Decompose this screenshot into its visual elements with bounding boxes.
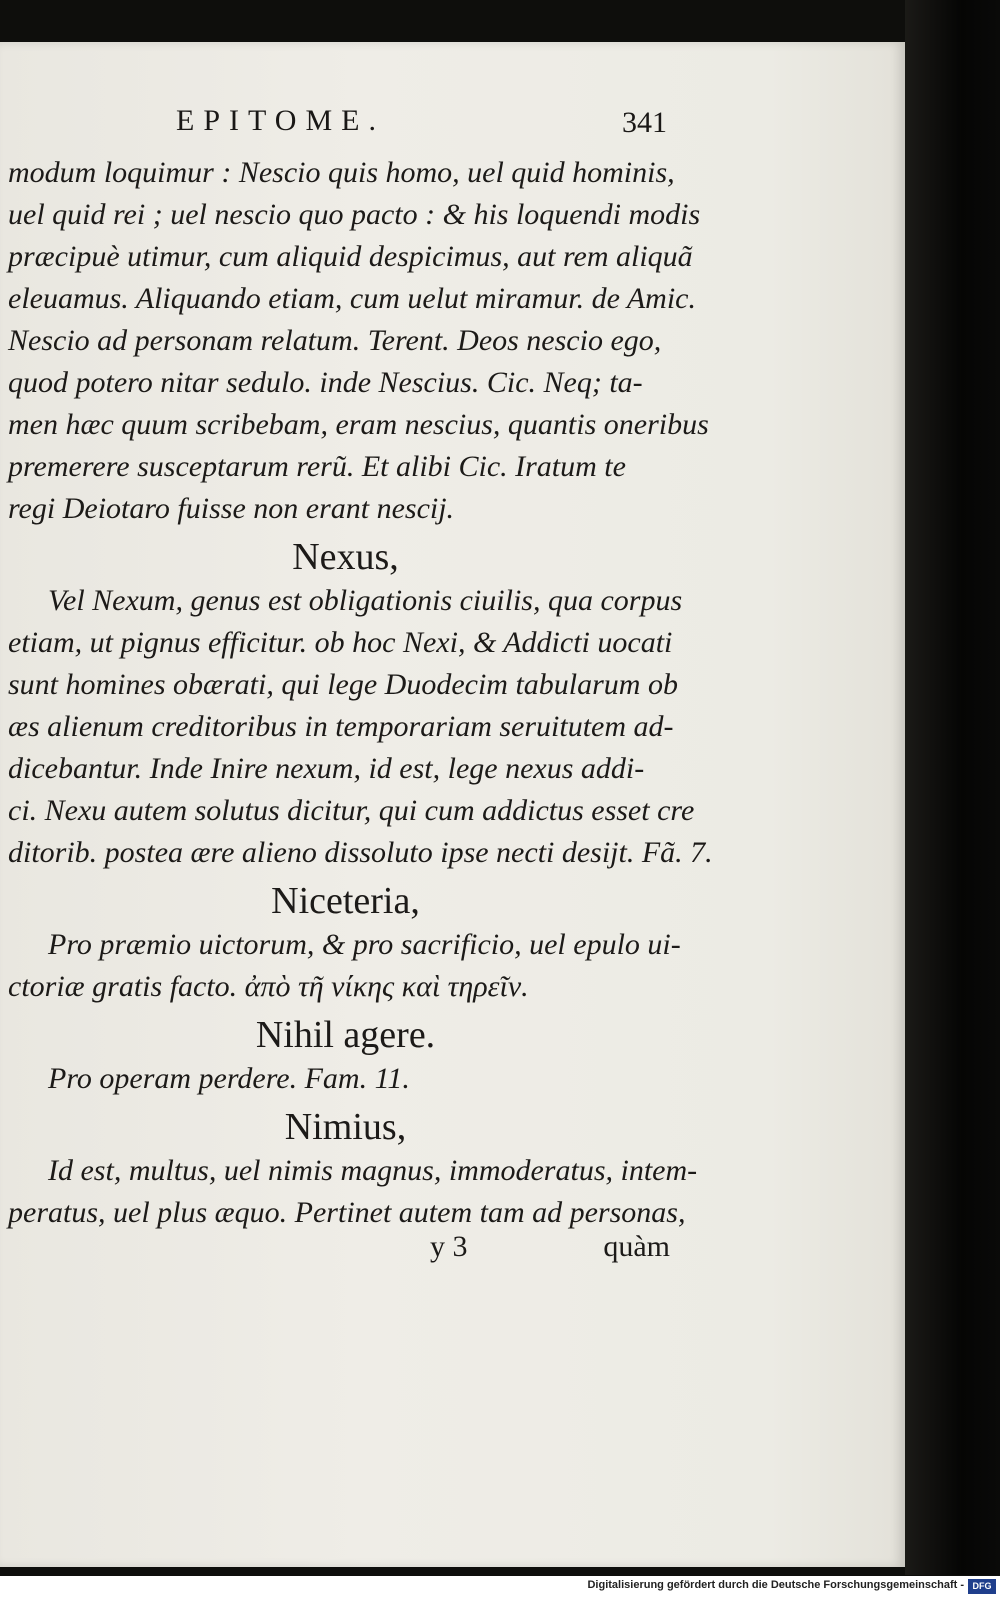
entry-line: ctoriæ gratis facto. ἀπὸ τῆ νίκης καὶ τηρεῖν. <box>8 970 529 1003</box>
entry-line: etiam, ut pignus efficitur. ob hoc Nexi, & Addicti uocati <box>8 626 673 659</box>
text-line: præcipuè utimur, cum aliquid despicimus, aut rem aliquã <box>8 240 693 273</box>
entry-heading-niceteria: Niceteria, <box>271 880 420 922</box>
text-line: Nescio ad personam relatum. Terent. Deos nescio ego, <box>8 324 662 357</box>
footer-bar <box>0 1576 1000 1598</box>
entry-line: æs alienum creditoribus in temporariam seruitutem ad- <box>8 710 674 743</box>
entry-heading-nimius: Nimius, <box>284 1106 407 1148</box>
text-line: quod potero nitar sedulo. inde Nescius. Cic. Neq; ta- <box>8 366 643 399</box>
text-line: modum loquimur : Nescio quis homo, uel quid hominis, <box>8 156 675 189</box>
page-number: 341 <box>622 106 667 139</box>
text-line: eleuamus. Aliquando etiam, cum uelut miramur. de Amic. <box>8 282 696 315</box>
scan-border-right <box>905 0 1000 1575</box>
entry-heading-nexus: Nexus, <box>292 536 399 578</box>
entry-line: peratus, uel plus æquo. Pertinet autem tam ad personas, <box>8 1196 686 1229</box>
text-line: men hæc quum scribebam, eram nescius, quantis oneribus <box>8 408 709 441</box>
entry-line: Id est, multus, uel nimis magnus, immoderatus, intem- <box>48 1154 698 1187</box>
entry-line: Pro præmio uictorum, & pro sacrificio, uel epulo ui- <box>48 928 681 961</box>
digitization-credit: Digitalisierung gefördert durch die Deutsche Forschungsgemeinschaft - <box>587 1579 964 1591</box>
entry-line: ci. Nexu autem solutus dicitur, qui cum addictus esset cre <box>8 794 695 827</box>
entry-line: dicebantur. Inde Inire nexum, id est, lege nexus addi- <box>8 752 645 785</box>
page-body <box>8 152 713 1234</box>
entry-line: sunt homines obærati, qui lege Duodecim tabularum ob <box>8 668 678 701</box>
entry-line: ditorib. postea ære alieno dissoluto ipse necti desijt. Fã. 7. <box>8 836 713 869</box>
entry-line: Vel Nexum, genus est obligationis ciuilis, qua corpus <box>48 584 683 617</box>
scan-border-top <box>0 0 1000 42</box>
text-line: uel quid rei ; uel nescio quo pacto : & his loquendi modis <box>8 198 701 231</box>
running-head: EPITOME. <box>176 104 385 137</box>
page-header <box>170 104 670 144</box>
entry-line: Pro operam perdere. Fam. 11. <box>48 1062 410 1095</box>
signature-mark: y 3 <box>430 1230 468 1263</box>
dfg-logo: DFG <box>968 1579 996 1594</box>
catchword: quàm <box>603 1230 670 1263</box>
text-line: regi Deiotaro fuisse non erant nescij. <box>8 492 455 525</box>
entry-heading-nihil-agere: Nihil agere. <box>255 1014 436 1056</box>
text-line: premerere susceptarum rerũ. Et alibi Cic. Iratum te <box>8 450 626 483</box>
